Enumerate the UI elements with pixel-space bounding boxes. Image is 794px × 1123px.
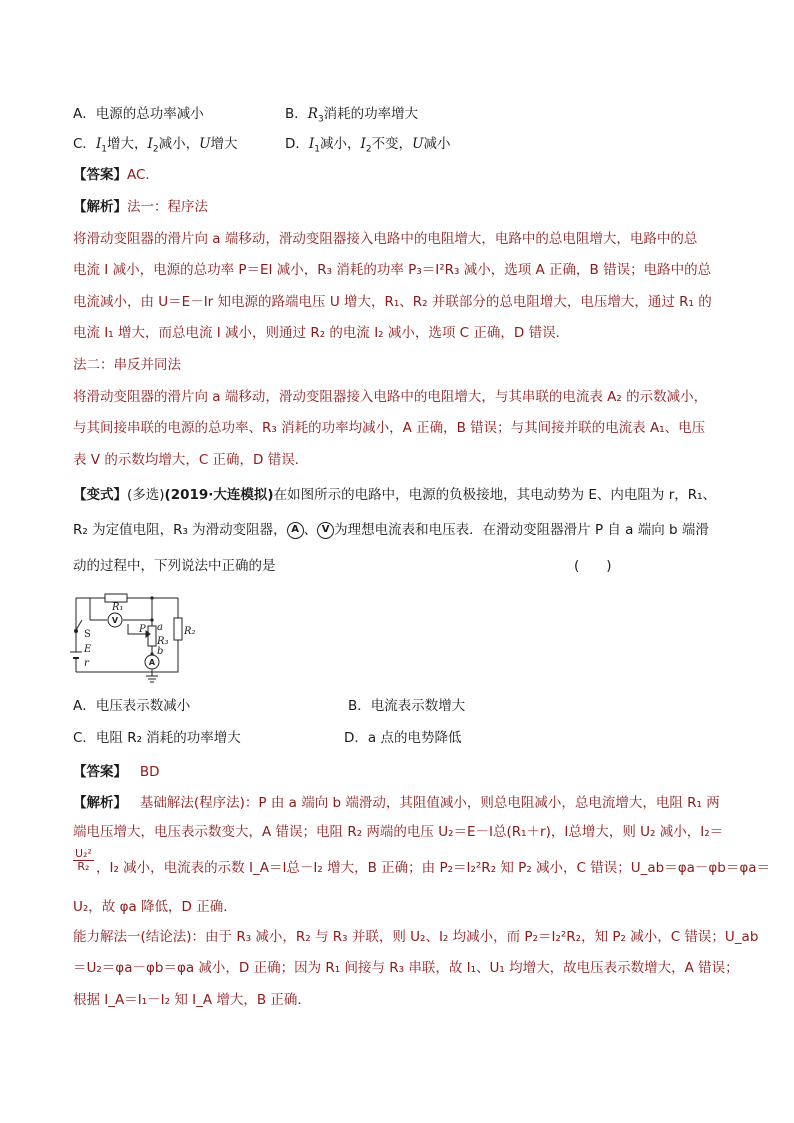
ammeter-icon: A bbox=[287, 522, 304, 539]
q1-method2-title: 法二：串反并同法 bbox=[73, 357, 181, 373]
q1-option-a: A．电源的总功率减小 bbox=[73, 106, 204, 122]
q2-ability-line1: 能力解法一(结论法)：由于 R₃ 减小，R₂ 与 R₃ 并联，则 U₂、I₂ 均减小，而 P₂＝I₂²R₂，知 P₂ 减小，C 错误；U_ab bbox=[73, 929, 759, 945]
q1-option-d: D．$I_1$减小，$I_2$不变，U减小 bbox=[285, 136, 451, 155]
q1-option-c: C．$I_1$增大，$I_2$减小，U增大 bbox=[73, 136, 238, 155]
q2-analysis-line4: U₂，故 φa 降低，D 正确． bbox=[73, 899, 237, 915]
q2-stem-line1: 【变式】(多选)(2019·大连模拟)在如图所示的电路中，电源的负极接地，其电动势为 E、内电阻为 r，R₁、 bbox=[73, 487, 717, 503]
internal-r-label: r bbox=[84, 658, 89, 669]
voltmeter-icon: V bbox=[317, 522, 334, 539]
point-b-label: b bbox=[157, 646, 164, 657]
q1-method2-line1: 将滑动变阻器的滑片向 a 端移动，滑动变阻器接入电路中的电阻增大，与其串联的电流表 A₂ 的示数减小， bbox=[73, 389, 708, 405]
q1-method1-line3: 电流减小，由 U＝E－Ir 知电源的路端电压 U 增大，R₁、R₂ 并联部分的总电阻增大，电压增大，通过 R₁ 的 bbox=[73, 294, 712, 310]
q1-method1-line1: 将滑动变阻器的滑片向 a 端移动，滑动变阻器接入电路中的电阻增大，电路中的总电阻增大，电路中的总 bbox=[73, 231, 698, 247]
slider-p-label: P bbox=[139, 624, 146, 635]
emf-label: E bbox=[84, 644, 92, 655]
q2-analysis-line1: 【解析】 基础解法(程序法)：P 由 a 端向 b 端滑动，其阻值减小，则总电阻减小，总电流增大，电阻 R₁ 两 bbox=[73, 795, 720, 811]
q2-option-c: C．电阻 R₂ 消耗的功率增大 bbox=[73, 730, 241, 746]
q1-method2-line3: 表 V 的示数均增大，C 正确，D 错误． bbox=[73, 452, 309, 468]
q1-answer: 【答案】AC. bbox=[73, 167, 150, 183]
ammeter-letter: A bbox=[148, 658, 156, 667]
switch-label: S bbox=[84, 629, 91, 640]
circuit-diagram bbox=[60, 590, 200, 690]
r1-resistor bbox=[105, 594, 127, 602]
r2-resistor bbox=[174, 618, 182, 640]
voltmeter-letter: V bbox=[111, 616, 119, 625]
q2-ability-line3: 根据 I_A＝I₁－I₂ 知 I_A 增大，B 正确． bbox=[73, 992, 311, 1008]
q2-stem-line2: R₂ 为定值电阻，R₃ 为滑动变阻器， A 、 V 为理想电流表和电压表．在滑动变阻器滑片 P 自 a 端向 b 端滑 bbox=[73, 522, 709, 538]
q1-method1-line2: 电流 I 减小，电源的总功率 P＝EI 减小，R₃ 消耗的功率 P₃＝I²R₃ 减小，选项 A 正确，B 错误；电路中的总 bbox=[73, 262, 712, 278]
q2-analysis-line2: 端电压增大，电压表示数变大，A 错误；电阻 R₂ 两端的电压 U₂＝E－I总(R₁＋r)，I总增大，则 U₂ 减小，I₂＝ bbox=[73, 824, 724, 840]
q1-analysis-title: 【解析】法一：程序法 bbox=[73, 199, 208, 215]
q1-option-b: B．$R_3$消耗的功率增大 bbox=[285, 106, 419, 125]
q2-option-d: D．a 点的电势降低 bbox=[344, 730, 462, 746]
r3-resistor bbox=[148, 626, 156, 646]
r3-label: R₃ bbox=[157, 636, 169, 647]
point-a-label: a bbox=[157, 622, 163, 633]
q2-option-a: A．电压表示数减小 bbox=[73, 698, 191, 714]
q1-method2-line2: 与其间接串联的电源的总功率、R₃ 消耗的功率均减小，A 正确，B 错误；与其间接并联的电流表 A₁、电压 bbox=[73, 420, 706, 436]
q2-fraction: $\frac{\text{U₂²}}{\text{R₂}}$ bbox=[75, 847, 92, 873]
r1-label: R₁ bbox=[112, 602, 124, 613]
q2-answer: 【答案】 BD bbox=[73, 764, 160, 780]
q2-stem-line3: 动的过程中，下列说法中正确的是 bbox=[73, 558, 276, 574]
r2-label: R₂ bbox=[184, 626, 196, 637]
q2-ability-line2: ＝U₂＝φa－φb＝φa 减小，D 正确；因为 R₁ 间接与 R₃ 串联，故 I₁、U₁ 均增大，故电压表示数增大，A 错误； bbox=[73, 960, 739, 976]
q2-option-b: B．电流表示数增大 bbox=[348, 698, 466, 714]
q1-method1-line4: 电流 I₁ 增大，而总电流 I 减小，则通过 R₂ 的电流 I₂ 减小，选项 C 正确，D 错误． bbox=[73, 325, 570, 341]
q2-analysis-line3: ，I₂ 减小，电流表的示数 I_A＝I总－I₂ 增大，B 正确；由 P₂＝I₂²R₂ 知 P₂ 减小，C 错误；U_ab＝φa－φb＝φa＝ bbox=[96, 860, 771, 876]
q2-answer-bracket: ( ) bbox=[574, 558, 612, 574]
